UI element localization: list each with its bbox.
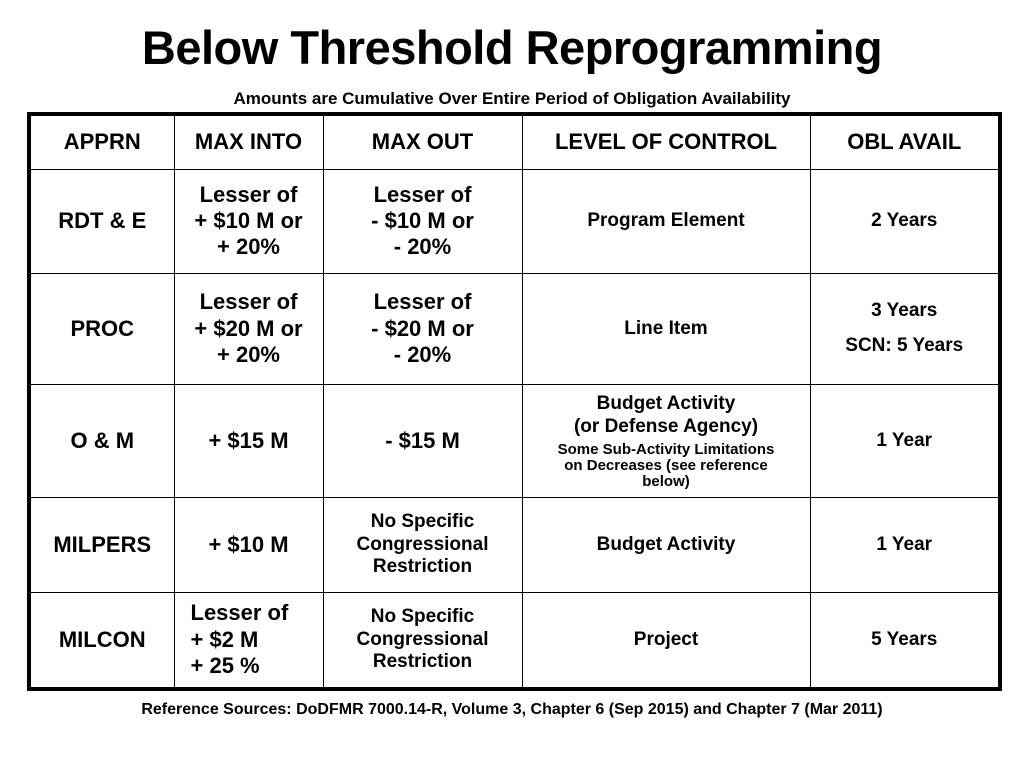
control-cell: Budget Activity [522,498,810,593]
control-note-line: below) [642,472,690,490]
max-out-line: Congressional [356,533,489,555]
max-out-line: - $10 M or [371,208,474,234]
control-note-line: Some Sub-Activity Limitations [557,441,775,459]
max-out-line: - $20 M or [371,315,474,341]
page-title: Below Threshold Reprogramming [141,21,883,74]
header-max-out: MAX OUT [323,114,522,169]
header-level-of-control: LEVEL OF CONTROL [522,114,810,169]
max-into-line: + $20 M or [194,315,303,341]
max-into-line: + 20% [217,342,280,368]
header-row [29,114,1000,169]
control-line: (or Defense Agency) [573,416,759,438]
max-out-line: Restriction [372,556,473,578]
control-cell [522,385,810,498]
apprn-cell: MILPERS [29,498,174,593]
obl-avail-cell: 1 Year [810,385,1000,498]
max-out-cell [323,592,522,689]
max-out-cell [323,273,522,385]
max-out-line: No Specific [370,605,475,627]
max-into-line: + $10 M or [194,208,303,234]
obl-avail-cell: 5 Years [810,592,1000,689]
max-out-line: No Specific [370,510,475,532]
obl-avail-cell: 1 Year [810,498,1000,593]
max-into-cell [174,273,323,385]
max-into-line: Lesser of [199,289,298,315]
max-out-cell [323,169,522,273]
control-cell: Line Item [522,273,810,385]
header-obl-avail: OBL AVAIL [810,114,1000,169]
max-into-line: + 25 % [190,653,260,679]
max-out-line: Restriction [372,651,473,673]
obl-avail-cell [810,273,1000,385]
reference-sources: Reference Sources: DoDFMR 7000.14-R, Volume 3, Chapter 6 (Sep 2015) and Chapter 7 (Mar 2011) [141,701,883,718]
apprn-cell: PROC [29,273,174,385]
header-max-into: MAX INTO [174,114,323,169]
control-cell: Program Element [522,169,810,273]
table-row-proc [29,273,1000,385]
max-out-line: Lesser of [373,289,472,315]
page-subtitle: Amounts are Cumulative Over Entire Period of Obligation Availability [233,89,791,108]
max-into-cell [174,592,323,689]
max-into-cell: + $10 M [174,498,323,593]
max-into-line: + 20% [217,234,280,260]
apprn-cell: RDT & E [29,169,174,273]
max-into-cell: + $15 M [174,385,323,498]
table-row-om [29,385,1000,498]
max-into-line: + $2 M [190,626,259,652]
reprogramming-table [27,112,1002,691]
control-note-line: on Decreases (see reference [564,456,768,474]
apprn-cell: MILCON [29,592,174,689]
table-row-rdte [29,169,1000,273]
control-line: Budget Activity [596,393,736,415]
header-apprn: APPRN [29,114,174,169]
max-out-line: Lesser of [373,181,472,207]
max-into-line: Lesser of [199,181,298,207]
obl-avail-cell: 2 Years [810,169,1000,273]
max-out-line: - 20% [393,342,452,368]
max-into-cell [174,169,323,273]
max-into-line: Lesser of [190,600,289,626]
obl-avail-line: 3 Years [871,300,938,322]
apprn-cell: O & M [29,385,174,498]
max-out-line: Congressional [356,628,489,650]
max-out-line: - 20% [393,234,452,260]
table-row-milcon [29,592,1000,689]
max-out-cell [323,498,522,593]
max-out-cell: - $15 M [323,385,522,498]
obl-avail-line: SCN: 5 Years [845,335,964,357]
table-row-milpers [29,498,1000,593]
control-cell: Project [522,592,810,689]
